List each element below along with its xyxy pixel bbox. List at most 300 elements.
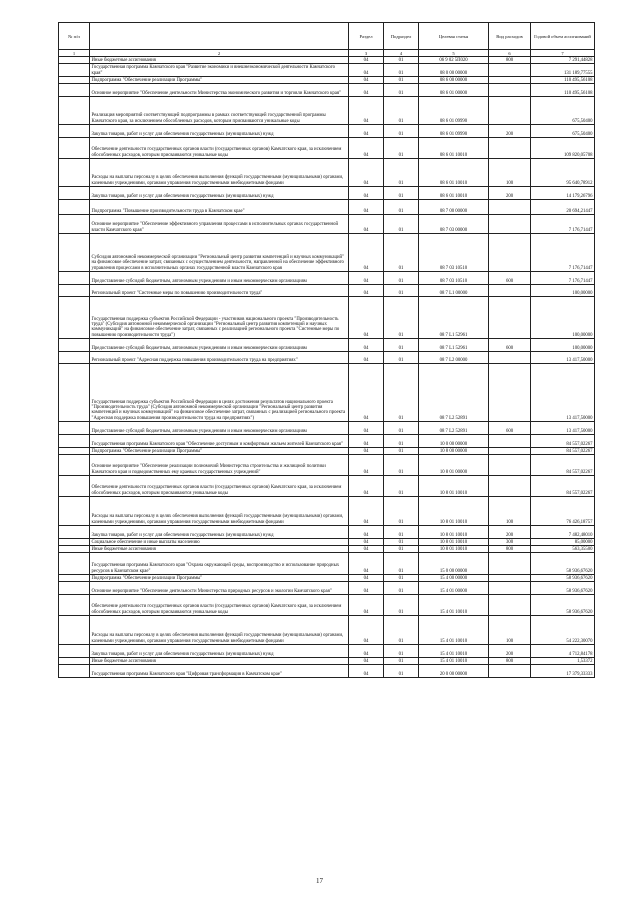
- cell-section: 04: [349, 200, 384, 215]
- cell-expense: [489, 352, 531, 364]
- cell-amount: 110 495,56108: [531, 77, 595, 84]
- cell-expense: 200: [489, 645, 531, 658]
- cell-subsection: 01: [384, 57, 419, 64]
- cell-amount: 58 936,67620: [531, 575, 595, 582]
- cell-name: Закупка товаров, работ и услуг для обеспечения государственных (муниципальных) нужд: [90, 125, 349, 138]
- cell-name: Социальное обеспечение и иные выплаты населению: [90, 539, 349, 546]
- cell-subsection: 01: [384, 539, 419, 546]
- cell-amount: 76 426,18757: [531, 497, 595, 526]
- cell-target: 08 0 00 00000: [419, 64, 489, 77]
- cell-amount: 85,00000: [531, 539, 595, 546]
- header-row: [59, 23, 595, 50]
- cell-section: 04: [349, 297, 384, 339]
- cell-name: Основное мероприятие "Обеспечение деятельности Министерства экономического развития и торговли Камчатского края": [90, 84, 349, 97]
- cell-section: 04: [349, 159, 384, 187]
- cell-subsection: 01: [384, 364, 419, 422]
- cell-amount: 13 417,50000: [531, 422, 595, 435]
- cell-amount: 110 495,56108: [531, 84, 595, 97]
- cell-expense: 300: [489, 539, 531, 546]
- table-body: [59, 57, 595, 678]
- cell-num: [59, 138, 90, 159]
- table-row: [59, 97, 595, 125]
- cell-expense: 100: [489, 616, 531, 645]
- table-row: [59, 582, 595, 595]
- cell-target: 08 7 03 00000: [419, 215, 489, 234]
- cell-amount: 1,53372: [531, 658, 595, 665]
- table-row: [59, 539, 595, 546]
- cell-num: [59, 84, 90, 97]
- cell-num: [59, 297, 90, 339]
- table-row: [59, 64, 595, 77]
- column-number: 1: [59, 50, 90, 57]
- cell-num: [59, 215, 90, 234]
- cell-name: Региональный проект "Адресная поддержка повышения производительности труда на предприятиях": [90, 352, 349, 364]
- cell-subsection: 01: [384, 200, 419, 215]
- cell-target: 08 7 00 00000: [419, 200, 489, 215]
- cell-num: [59, 665, 90, 678]
- cell-expense: 800: [489, 57, 531, 64]
- cell-name: Иные бюджетные ассигнования: [90, 57, 349, 64]
- cell-target: 06 9 02 5П020: [419, 57, 489, 64]
- cell-target: 15 4 00 00000: [419, 575, 489, 582]
- cell-target: 15 0 00 00000: [419, 553, 489, 575]
- cell-subsection: 01: [384, 159, 419, 187]
- cell-section: 04: [349, 138, 384, 159]
- cell-subsection: 01: [384, 455, 419, 476]
- cell-section: 04: [349, 234, 384, 272]
- cell-target: 08 7 03 10510: [419, 272, 489, 285]
- cell-amount: 20 694,21447: [531, 200, 595, 215]
- cell-num: [59, 77, 90, 84]
- cell-target: 08 6 00 00000: [419, 77, 489, 84]
- cell-subsection: 01: [384, 272, 419, 285]
- cell-name: Государственная поддержка субъектов Российской Федерации в целях достижения результатов национального проекта "Производительность труда" (Субсидия автономной некоммерческой организации "Региональный центр развития компетенций и научных коммуникаций" на финансовое обеспечение затрат, связанных с реализацией регионального проекта "Адресная поддержка повышения производительности труда на предприятиях"): [90, 364, 349, 422]
- cell-num: [59, 546, 90, 553]
- cell-num: [59, 575, 90, 582]
- table-row: [59, 339, 595, 352]
- cell-section: 04: [349, 575, 384, 582]
- cell-section: 04: [349, 352, 384, 364]
- cell-name: Иные бюджетные ассигнования: [90, 546, 349, 553]
- cell-section: 04: [349, 616, 384, 645]
- cell-target: 08 7 L1 52961: [419, 339, 489, 352]
- cell-expense: [489, 215, 531, 234]
- cell-section: 04: [349, 595, 384, 616]
- cell-amount: 4 712,84178: [531, 645, 595, 658]
- cell-name: Расходы на выплаты персоналу в целях обеспечения выполнения функций государственными (муниципальными) органами, казенными учреждениями, органами управления государственными внебюджетными фондами: [90, 497, 349, 526]
- cell-section: 04: [349, 546, 384, 553]
- cell-amount: 563,35500: [531, 546, 595, 553]
- cell-target: 10 8 01 10010: [419, 526, 489, 539]
- cell-num: [59, 364, 90, 422]
- table-row: [59, 77, 595, 84]
- cell-target: 15 4 01 10010: [419, 645, 489, 658]
- cell-name: Подпрограмма "Обеспечение реализации Программы": [90, 77, 349, 84]
- cell-expense: [489, 200, 531, 215]
- cell-num: [59, 595, 90, 616]
- cell-name: Основное мероприятие "Обеспечение эффективного управления процессами в исполнительных органах государственной власти Камчатского края": [90, 215, 349, 234]
- cell-subsection: 01: [384, 645, 419, 658]
- cell-amount: 95 640,78912: [531, 159, 595, 187]
- cell-expense: 800: [489, 546, 531, 553]
- cell-subsection: 01: [384, 215, 419, 234]
- cell-section: 04: [349, 645, 384, 658]
- table-row: [59, 57, 595, 64]
- cell-target: 08 6 01 09990: [419, 97, 489, 125]
- cell-amount: 58 936,67620: [531, 595, 595, 616]
- cell-subsection: 01: [384, 352, 419, 364]
- column-number: 6: [489, 50, 531, 57]
- cell-expense: 200: [489, 187, 531, 200]
- cell-subsection: 01: [384, 476, 419, 497]
- table-row: [59, 84, 595, 97]
- cell-name: Подпрограмма "Обеспечение реализации Программы": [90, 448, 349, 455]
- cell-expense: [489, 476, 531, 497]
- column-number: 7: [531, 50, 595, 57]
- cell-amount: 100,00000: [531, 285, 595, 297]
- cell-amount: 58 936,67620: [531, 582, 595, 595]
- table-row: [59, 448, 595, 455]
- cell-section: 04: [349, 665, 384, 678]
- table-row: [59, 497, 595, 526]
- cell-num: [59, 553, 90, 575]
- cell-amount: 100,00000: [531, 297, 595, 339]
- cell-expense: [489, 575, 531, 582]
- cell-target: 10 8 01 10010: [419, 546, 489, 553]
- header-target: Целевая статья: [419, 23, 489, 50]
- cell-amount: 7 176,71447: [531, 215, 595, 234]
- cell-target: 10 8 01 10010: [419, 476, 489, 497]
- cell-target: 08 7 L2 00000: [419, 352, 489, 364]
- column-number: 3: [349, 50, 384, 57]
- cell-amount: 84 557,02267: [531, 476, 595, 497]
- cell-name: Подпрограмма "Обеспечение реализации Программы": [90, 575, 349, 582]
- header-name: [90, 23, 349, 50]
- cell-name: Обеспечение деятельности государственных органов власти (государственных органов) Камчатского края, за исключением обособленных расходов, которым присваиваются уникальные коды: [90, 595, 349, 616]
- cell-name: Государственная программа Камчатского края "Обеспечение доступным и комфортным жильем жителей Камчатского края": [90, 435, 349, 448]
- cell-target: 08 7 L1 52961: [419, 297, 489, 339]
- cell-num: [59, 285, 90, 297]
- cell-subsection: 01: [384, 77, 419, 84]
- table-row: [59, 645, 595, 658]
- cell-section: 04: [349, 285, 384, 297]
- cell-name: Расходы на выплаты персоналу в целях обеспечения выполнения функций государственными (муниципальными) органами, казенными учреждениями, органами управления государственными внебюджетными фондами: [90, 159, 349, 187]
- cell-name: Государственная программа Камчатского края "Охрана окружающей среды, воспроизводство и использование природных ресурсов в Камчатском крае": [90, 553, 349, 575]
- cell-name: Региональный проект "Системные меры по повышению производительности труда": [90, 285, 349, 297]
- cell-subsection: 01: [384, 595, 419, 616]
- cell-subsection: 01: [384, 234, 419, 272]
- cell-target: 08 7 L2 52891: [419, 422, 489, 435]
- cell-num: [59, 645, 90, 658]
- cell-num: [59, 187, 90, 200]
- cell-target: 08 6 01 00000: [419, 84, 489, 97]
- cell-subsection: 01: [384, 297, 419, 339]
- cell-expense: [489, 595, 531, 616]
- table-row: [59, 297, 595, 339]
- cell-section: 04: [349, 455, 384, 476]
- cell-section: 04: [349, 339, 384, 352]
- cell-num: [59, 234, 90, 272]
- cell-amount: 7 176,71447: [531, 272, 595, 285]
- cell-subsection: 01: [384, 526, 419, 539]
- cell-section: 04: [349, 497, 384, 526]
- cell-target: 10 8 01 10010: [419, 497, 489, 526]
- cell-section: 04: [349, 422, 384, 435]
- cell-amount: 14 179,26796: [531, 187, 595, 200]
- cell-amount: 675,50400: [531, 125, 595, 138]
- cell-section: 04: [349, 187, 384, 200]
- cell-section: 04: [349, 125, 384, 138]
- cell-target: 08 6 01 10010: [419, 138, 489, 159]
- cell-subsection: 01: [384, 422, 419, 435]
- cell-num: [59, 272, 90, 285]
- header-subsection: Подраздел: [384, 23, 419, 50]
- cell-amount: 7 291,44828: [531, 57, 595, 64]
- cell-expense: 100: [489, 159, 531, 187]
- cell-amount: 84 557,02267: [531, 455, 595, 476]
- table-row: [59, 476, 595, 497]
- table-row: [59, 138, 595, 159]
- cell-amount: 54 222,30070: [531, 616, 595, 645]
- cell-name: Расходы на выплаты персоналу в целях обеспечения выполнения функций государственными (муниципальными) органами, казенными учреждениями, органами управления государственными внебюджетными фондами: [90, 616, 349, 645]
- cell-subsection: 01: [384, 616, 419, 645]
- header-amount: Годовой объем ассигнований: [531, 23, 595, 50]
- cell-amount: 7 176,71447: [531, 234, 595, 272]
- table-row: [59, 187, 595, 200]
- cell-subsection: 01: [384, 435, 419, 448]
- cell-num: [59, 455, 90, 476]
- cell-amount: 13 417,50000: [531, 352, 595, 364]
- budget-table-sheet: [58, 22, 594, 678]
- cell-amount: 58 936,67620: [531, 553, 595, 575]
- cell-target: 08 6 01 09990: [419, 125, 489, 138]
- cell-expense: [489, 435, 531, 448]
- cell-amount: 675,50400: [531, 97, 595, 125]
- cell-name: Подпрограмма "Повышение производительности труда в Камчатском крае": [90, 200, 349, 215]
- cell-subsection: 01: [384, 97, 419, 125]
- page-number: 17: [316, 877, 323, 885]
- table-row: [59, 616, 595, 645]
- cell-amount: 17 379,33333: [531, 665, 595, 678]
- cell-expense: 600: [489, 272, 531, 285]
- cell-expense: 200: [489, 526, 531, 539]
- cell-num: [59, 476, 90, 497]
- table-row: [59, 455, 595, 476]
- cell-expense: [489, 448, 531, 455]
- cell-name: Иные бюджетные ассигнования: [90, 658, 349, 665]
- cell-name: Обеспечение деятельности государственных органов власти (государственных органов) Камчатского края, за исключением обособленных расходов, которым присваиваются уникальные коды: [90, 476, 349, 497]
- cell-subsection: 01: [384, 448, 419, 455]
- cell-expense: [489, 285, 531, 297]
- table-row: [59, 553, 595, 575]
- cell-target: 20 0 00 00000: [419, 665, 489, 678]
- cell-amount: 7 482,48010: [531, 526, 595, 539]
- cell-target: 08 7 L1 00000: [419, 285, 489, 297]
- table-row: [59, 272, 595, 285]
- table-row: [59, 658, 595, 665]
- cell-section: 04: [349, 448, 384, 455]
- cell-expense: 600: [489, 422, 531, 435]
- cell-name: Основное мероприятие "Обеспечение реализации полномочий Министерства строительства и жилищной политики Камчатского края и подведомственных ему краевых государственных учреждений": [90, 455, 349, 476]
- cell-section: 04: [349, 476, 384, 497]
- cell-subsection: 01: [384, 125, 419, 138]
- cell-name: Основное мероприятие "Обеспечение деятельности Министерства природных ресурсов и экологии Камчатского края": [90, 582, 349, 595]
- cell-expense: [489, 665, 531, 678]
- cell-subsection: 01: [384, 187, 419, 200]
- table-row: [59, 526, 595, 539]
- cell-name: Обеспечение деятельности государственных органов власти (государственных органов) Камчатского края, за исключением обособленных расходов, которым присваиваются уникальные коды: [90, 138, 349, 159]
- cell-subsection: 01: [384, 665, 419, 678]
- budget-table: [58, 22, 595, 678]
- cell-num: [59, 448, 90, 455]
- table-row: [59, 352, 595, 364]
- cell-target: 10 0 00 00000: [419, 435, 489, 448]
- cell-num: [59, 125, 90, 138]
- cell-target: 10 8 01 00000: [419, 455, 489, 476]
- cell-section: 04: [349, 84, 384, 97]
- cell-num: [59, 422, 90, 435]
- table-row: [59, 546, 595, 553]
- cell-num: [59, 159, 90, 187]
- cell-name: Государственная программа Камчатского края "Цифровая трансформация в Камчатском крае": [90, 665, 349, 678]
- cell-target: 15 4 01 10010: [419, 595, 489, 616]
- cell-subsection: 01: [384, 339, 419, 352]
- cell-expense: [489, 364, 531, 422]
- cell-num: [59, 526, 90, 539]
- cell-name: Субсидия автономной некоммерческой организации "Региональный центр развития компетенций и научных коммуникаций" на финансовое обеспечение затрат, связанных с осуществлением деятельности, направленной на обеспечение эффективного управления процессами в исполнительных органах государственной власти Камчатского края: [90, 234, 349, 272]
- cell-section: 04: [349, 272, 384, 285]
- cell-section: 04: [349, 364, 384, 422]
- table-row: [59, 200, 595, 215]
- cell-expense: [489, 455, 531, 476]
- cell-target: 15 4 01 10010: [419, 658, 489, 665]
- column-number: 4: [384, 50, 419, 57]
- cell-section: 04: [349, 435, 384, 448]
- cell-num: [59, 64, 90, 77]
- cell-expense: [489, 234, 531, 272]
- cell-section: 04: [349, 57, 384, 64]
- cell-num: [59, 352, 90, 364]
- table-row: [59, 159, 595, 187]
- cell-target: 08 7 03 10510: [419, 234, 489, 272]
- table-row: [59, 665, 595, 678]
- cell-expense: 200: [489, 125, 531, 138]
- cell-name: Государственная программа Камчатского края "Развитие экономики и внешнеэкономической деятельности Камчатского края": [90, 64, 349, 77]
- table-row: [59, 595, 595, 616]
- cell-amount: 84 557,02267: [531, 435, 595, 448]
- cell-name: Предоставление субсидий бюджетным, автономным учреждениям и иным некоммерческим организациям: [90, 422, 349, 435]
- cell-expense: [489, 553, 531, 575]
- cell-num: [59, 658, 90, 665]
- cell-section: 04: [349, 539, 384, 546]
- cell-subsection: 01: [384, 84, 419, 97]
- cell-subsection: 01: [384, 553, 419, 575]
- cell-subsection: 01: [384, 64, 419, 77]
- cell-num: [59, 616, 90, 645]
- cell-expense: [489, 77, 531, 84]
- cell-num: [59, 435, 90, 448]
- cell-target: 08 6 01 10010: [419, 187, 489, 200]
- cell-subsection: 01: [384, 658, 419, 665]
- cell-section: 04: [349, 582, 384, 595]
- table-row: [59, 234, 595, 272]
- table-row: [59, 215, 595, 234]
- cell-num: [59, 97, 90, 125]
- cell-subsection: 01: [384, 285, 419, 297]
- column-number-row: [59, 50, 595, 57]
- cell-expense: [489, 84, 531, 97]
- cell-section: 04: [349, 97, 384, 125]
- cell-section: 04: [349, 526, 384, 539]
- cell-expense: [489, 138, 531, 159]
- cell-name: Предоставление субсидий бюджетным, автономным учреждениям и иным некоммерческим организациям: [90, 272, 349, 285]
- header-section: Раздел: [349, 23, 384, 50]
- cell-amount: 131 189,77555: [531, 64, 595, 77]
- cell-subsection: 01: [384, 582, 419, 595]
- table-row: [59, 575, 595, 582]
- cell-name: Закупка товаров, работ и услуг для обеспечения государственных (муниципальных) нужд: [90, 526, 349, 539]
- cell-subsection: 01: [384, 546, 419, 553]
- column-number: 2: [90, 50, 349, 57]
- table-row: [59, 435, 595, 448]
- header-expense: Вид расходов: [489, 23, 531, 50]
- cell-expense: [489, 97, 531, 125]
- cell-target: 15 4 01 10010: [419, 616, 489, 645]
- header-num: № п/п: [59, 23, 90, 50]
- cell-subsection: 01: [384, 575, 419, 582]
- cell-expense: 100: [489, 497, 531, 526]
- table-row: [59, 125, 595, 138]
- cell-name: Предоставление субсидий бюджетным, автономным учреждениям и иным некоммерческим организациям: [90, 339, 349, 352]
- cell-name: Государственная поддержка субъектов Российской Федерации - участников национального проекта "Производительность труда" (Субсидия автономной некоммерческой организации "Региональный центр развития компетенций и научных коммуникаций" на финансовое обеспечение затрат, связанных с реализацией регионального проекта "Системные меры по повышению производительности труда"): [90, 297, 349, 339]
- cell-target: 08 6 01 10010: [419, 159, 489, 187]
- cell-section: 04: [349, 64, 384, 77]
- cell-target: 15 4 01 00000: [419, 582, 489, 595]
- cell-expense: [489, 297, 531, 339]
- table-row: [59, 422, 595, 435]
- table-row: [59, 364, 595, 422]
- cell-expense: 600: [489, 339, 531, 352]
- cell-target: 10 8 01 10010: [419, 539, 489, 546]
- cell-target: 08 7 L2 52891: [419, 364, 489, 422]
- table-row: [59, 285, 595, 297]
- cell-subsection: 01: [384, 497, 419, 526]
- cell-num: [59, 582, 90, 595]
- cell-expense: [489, 64, 531, 77]
- cell-name: Реализация мероприятий соответствующей подпрограммы в рамках соответствующей государственной программы Камчатского края, за исключением обособленных расходов, которым присваиваются уникальные коды: [90, 97, 349, 125]
- cell-num: [59, 339, 90, 352]
- cell-amount: 84 557,02267: [531, 448, 595, 455]
- cell-target: 10 8 00 00000: [419, 448, 489, 455]
- cell-amount: 100,00000: [531, 339, 595, 352]
- cell-num: [59, 539, 90, 546]
- cell-amount: 109 820,05708: [531, 138, 595, 159]
- cell-num: [59, 497, 90, 526]
- cell-num: [59, 200, 90, 215]
- cell-expense: 800: [489, 658, 531, 665]
- cell-name: Закупка товаров, работ и услуг для обеспечения государственных (муниципальных) нужд: [90, 187, 349, 200]
- cell-name: Закупка товаров, работ и услуг для обеспечения государственных (муниципальных) нужд: [90, 645, 349, 658]
- cell-num: [59, 57, 90, 64]
- cell-section: 04: [349, 553, 384, 575]
- cell-amount: 13 417,50000: [531, 364, 595, 422]
- cell-expense: [489, 582, 531, 595]
- cell-subsection: 01: [384, 138, 419, 159]
- cell-section: 04: [349, 215, 384, 234]
- cell-section: 04: [349, 77, 384, 84]
- column-number: 5: [419, 50, 489, 57]
- cell-section: 04: [349, 658, 384, 665]
